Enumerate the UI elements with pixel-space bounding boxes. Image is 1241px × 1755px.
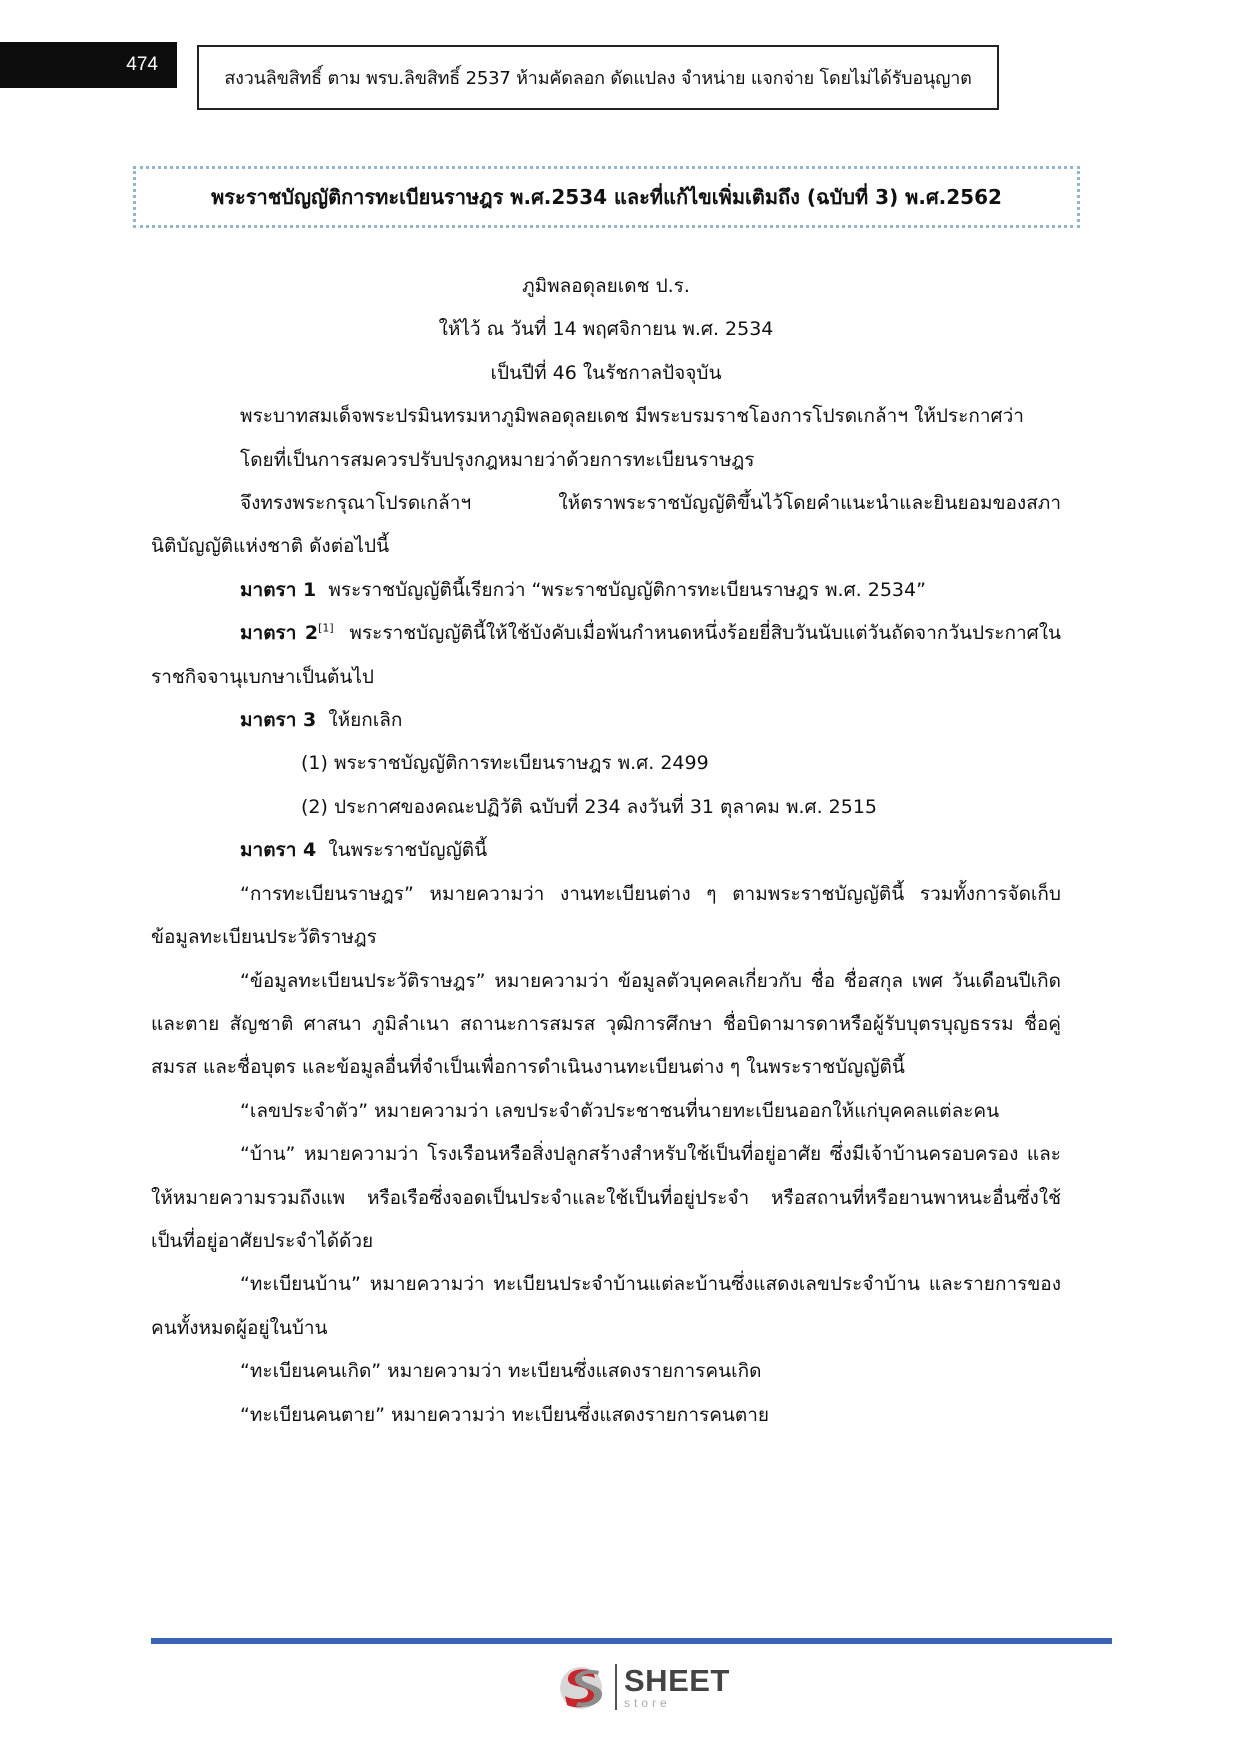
- section-3: [151, 699, 1061, 742]
- logo-wordmark: [624, 1665, 730, 1709]
- definition-paragraph: “เลขประจำตัว” หมายความว่า เลขประจำตัวประชาชนที่นายทะเบียนออกให้แก่บุคคลแต่ละคน: [240, 1099, 1000, 1122]
- section-text: ในพระราชบัญญัตินี้: [328, 839, 488, 862]
- footnote-marker: [1]: [318, 621, 334, 635]
- sheet-store-logo-icon: [557, 1661, 611, 1713]
- definition-paragraph: “การทะเบียนราษฎร” หมายความว่า งานทะเบียนต่าง ๆ ตามพระราชบัญญัตินี้ รวมทั้งการจัดเก็บข้อมูลทะเบียนประวัติราษฎร: [151, 882, 1061, 949]
- definition-paragraph: “ข้อมูลทะเบียนประวัติราษฎร” หมายความว่า ข้อมูลตัวบุคคลเกี่ยวกับ ชื่อ ชื่อสกุล เพศ วันเดือนปีเกิดและตาย สัญชาติ ศาสนา ภูมิลำเนา สถานะการสมรส วุฒิการศึกษา ชื่อบิดามารดาหรือผู้รับบุตรบุญธรรม ชื่อคู่สมรส และชื่อบุตร และข้อมูลอื่นที่จำเป็นเพื่อการดำเนินงานทะเบียนต่าง ๆ ในพระราชบัญญัตินี้: [151, 969, 1061, 1079]
- given-date: ให้ไว้ ณ วันที่ 14 พฤศจิกายน พ.ศ. 2534: [438, 318, 774, 341]
- section-1: [151, 569, 1061, 612]
- definition-paragraph: “ทะเบียนบ้าน” หมายความว่า ทะเบียนประจำบ้านแต่ละบ้านซึ่งแสดงเลขประจำบ้าน และรายการของคนทั้งหมดผู้อยู่ในบ้าน: [151, 1273, 1061, 1339]
- section-label: มาตรา 3: [240, 709, 317, 732]
- document-body: [151, 265, 1061, 1437]
- definition-paragraph: “บ้าน” หมายความว่า โรงเรือนหรือสิ่งปลูกสร้างสำหรับใช้เป็นที่อยู่อาศัย ซึ่งมีเจ้าบ้านครอบครอง และให้หมายความรวมถึงแพ หรือเรือซึ่งจอดเป็นประจำและใช้เป็นที่อยู่ประจำ หรือสถานที่หรือยานพาหนะอื่นซึ่งใช้เป็นที่อยู่อาศัยประจำได้ด้วย: [151, 1143, 1061, 1252]
- section-text: พระราชบัญญัตินี้ให้ใช้บังคับเมื่อพ้นกำหนดหนึ่งร้อยยี่สิบวันนับแต่วันถัดจากวันประกาศในราชกิจจานุเบกษาเป็นต้นไป: [151, 622, 1061, 688]
- definition-paragraph: “ทะเบียนคนเกิด” หมายความว่า ทะเบียนซึ่งแสดงรายการคนเกิด: [240, 1360, 762, 1383]
- footer-rule: [151, 1638, 1112, 1644]
- copyright-notice: สงวนลิขสิทธิ์ ตาม พรบ.ลิขสิทธิ์ 2537 ห้ามคัดลอก ดัดแปลง จำหน่าย แจกจ่าย โดยไม่ได้รับอนุญาต: [197, 45, 999, 110]
- page-number: 474: [0, 42, 177, 88]
- section-label: มาตรา 2: [240, 622, 319, 645]
- preamble-paragraph: พระบาทสมเด็จพระปรมินทรมหาภูมิพลอดุลยเดช มีพระบรมราชโองการโปรดเกล้าฯ ให้ประกาศว่า: [240, 405, 1024, 428]
- section-4: [151, 829, 1061, 872]
- section-label: มาตรา 1: [240, 578, 317, 601]
- definition-paragraph: “ทะเบียนคนตาย” หมายความว่า ทะเบียนซึ่งแสดงรายการคนตาย: [240, 1403, 770, 1426]
- section-text: พระราชบัญญัตินี้เรียกว่า “พระราชบัญญัติการทะเบียนราษฎร พ.ศ. 2534”: [328, 578, 926, 601]
- logo-divider: [615, 1664, 617, 1710]
- preamble-paragraph: จึงทรงพระกรุณาโปรดเกล้าฯ ให้ตราพระราชบัญญัติขึ้นไว้โดยคำแนะนำและยินยอมของสภานิติบัญญัติแห่งชาติ ดังต่อไปนี้: [151, 492, 1061, 558]
- preamble-paragraph: โดยที่เป็นการสมควรปรับปรุงกฎหมายว่าด้วยการทะเบียนราษฎร: [240, 448, 755, 471]
- document-title: พระราชบัญญัติการทะเบียนราษฎร พ.ศ.2534 และที่แก้ไขเพิ่มเติมถึง (ฉบับที่ 3) พ.ศ.2562: [133, 166, 1080, 228]
- logo-name: SHEET: [624, 1663, 730, 1698]
- section-text: ให้ยกเลิก: [328, 709, 403, 732]
- reign-year: เป็นปีที่ 46 ในรัชกาลปัจจุบัน: [490, 361, 722, 384]
- sheet-store-logo: [557, 1661, 730, 1713]
- section-label: มาตรา 4: [240, 839, 317, 862]
- royal-signature: ภูมิพลอดุลยเดช ป.ร.: [522, 275, 690, 297]
- logo-subtitle: store: [624, 1696, 671, 1710]
- repealed-item: (2) ประกาศของคณะปฏิวัติ ฉบับที่ 234 ลงวันที่ 31 ตุลาคม พ.ศ. 2515: [301, 795, 878, 818]
- repealed-item: (1) พระราชบัญญัติการทะเบียนราษฎร พ.ศ. 2499: [301, 752, 709, 775]
- section-2: [151, 612, 1061, 699]
